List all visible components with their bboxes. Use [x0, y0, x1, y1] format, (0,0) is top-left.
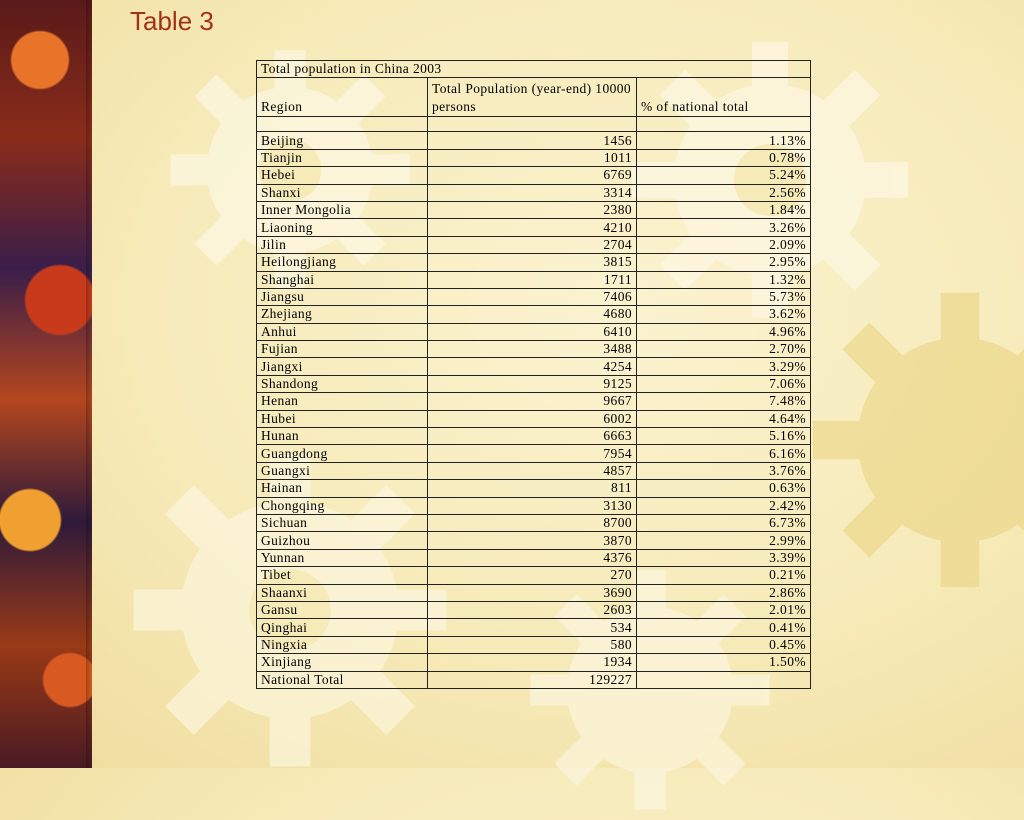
population-cell: 7406	[428, 288, 637, 305]
percent-cell: 5.73%	[637, 288, 811, 305]
slide-title: Table 3	[130, 6, 214, 36]
table-row	[257, 341, 811, 358]
percent-cell: 4.96%	[637, 323, 811, 340]
population-cell: 7954	[428, 445, 637, 462]
region-cell: Inner Mongolia	[257, 201, 428, 218]
table-row	[257, 549, 811, 566]
population-cell: 2603	[428, 601, 637, 618]
region-cell: Henan	[257, 393, 428, 410]
percent-cell: 2.09%	[637, 236, 811, 253]
region-cell: National Total	[257, 671, 428, 688]
table-row	[257, 497, 811, 514]
percent-cell: 1.32%	[637, 271, 811, 288]
gear-icon	[800, 280, 1024, 600]
percent-cell: 3.39%	[637, 549, 811, 566]
percent-cell: 6.73%	[637, 514, 811, 531]
percent-cell: 3.62%	[637, 306, 811, 323]
table-row	[257, 410, 811, 427]
table-row	[257, 306, 811, 323]
percent-cell: 2.01%	[637, 601, 811, 618]
region-cell: Jiangxi	[257, 358, 428, 375]
population-cell: 2380	[428, 201, 637, 218]
header-percent: % of national total	[637, 78, 811, 117]
population-cell: 2704	[428, 236, 637, 253]
table-row	[257, 428, 811, 445]
table-row	[257, 567, 811, 584]
table-row	[257, 323, 811, 340]
region-cell: Guangxi	[257, 462, 428, 479]
region-cell: Gansu	[257, 601, 428, 618]
region-cell: Guangdong	[257, 445, 428, 462]
population-cell: 3130	[428, 497, 637, 514]
population-cell: 811	[428, 480, 637, 497]
population-cell: 129227	[428, 671, 637, 688]
population-cell: 3815	[428, 254, 637, 271]
percent-cell: 0.41%	[637, 619, 811, 636]
table-row	[257, 584, 811, 601]
region-cell: Xinjiang	[257, 654, 428, 671]
table-row	[257, 132, 811, 149]
table-row	[257, 149, 811, 166]
percent-cell: 5.16%	[637, 428, 811, 445]
percent-cell: 1.13%	[637, 132, 811, 149]
percent-cell: 3.26%	[637, 219, 811, 236]
population-cell: 3870	[428, 532, 637, 549]
percent-cell: 7.48%	[637, 393, 811, 410]
percent-cell: 2.86%	[637, 584, 811, 601]
percent-cell: 6.16%	[637, 445, 811, 462]
decorative-left-strip	[0, 0, 92, 768]
population-cell: 534	[428, 619, 637, 636]
table-row	[257, 219, 811, 236]
table-total-row	[257, 671, 811, 688]
region-cell: Tibet	[257, 567, 428, 584]
table-caption-row	[257, 61, 811, 78]
region-cell: Jiangsu	[257, 288, 428, 305]
population-cell: 270	[428, 567, 637, 584]
region-cell: Qinghai	[257, 619, 428, 636]
table-row	[257, 636, 811, 653]
percent-cell: 1.50%	[637, 654, 811, 671]
population-cell: 3314	[428, 184, 637, 201]
percent-cell: 4.64%	[637, 410, 811, 427]
region-cell: Shanxi	[257, 184, 428, 201]
population-cell: 3488	[428, 341, 637, 358]
region-cell: Shandong	[257, 375, 428, 392]
table-row	[257, 601, 811, 618]
table-row	[257, 393, 811, 410]
table-caption: Total population in China 2003	[257, 61, 811, 78]
percent-cell: 2.56%	[637, 184, 811, 201]
population-cell: 6663	[428, 428, 637, 445]
region-cell: Jilin	[257, 236, 428, 253]
population-cell: 9667	[428, 393, 637, 410]
population-cell: 1934	[428, 654, 637, 671]
population-cell: 8700	[428, 514, 637, 531]
percent-cell: 3.76%	[637, 462, 811, 479]
percent-cell: 0.63%	[637, 480, 811, 497]
population-cell: 4857	[428, 462, 637, 479]
population-cell: 6002	[428, 410, 637, 427]
table-row	[257, 184, 811, 201]
header-region: Region	[257, 78, 428, 117]
table-row	[257, 445, 811, 462]
population-cell: 4254	[428, 358, 637, 375]
table-spacer-row	[257, 117, 811, 132]
region-cell: Guizhou	[257, 532, 428, 549]
percent-cell: 0.78%	[637, 149, 811, 166]
population-cell: 9125	[428, 375, 637, 392]
region-cell: Sichuan	[257, 514, 428, 531]
percent-cell: 2.70%	[637, 341, 811, 358]
table-row	[257, 236, 811, 253]
table-row	[257, 619, 811, 636]
table-row	[257, 462, 811, 479]
percent-cell: 1.84%	[637, 201, 811, 218]
percent-cell: 2.99%	[637, 532, 811, 549]
table-row	[257, 358, 811, 375]
region-cell: Hubei	[257, 410, 428, 427]
table-header-row	[257, 78, 811, 117]
population-cell: 3690	[428, 584, 637, 601]
population-cell: 4680	[428, 306, 637, 323]
region-cell: Heilongjiang	[257, 254, 428, 271]
region-cell: Chongqing	[257, 497, 428, 514]
header-population: Total Population (year-end) 10000 persons	[428, 78, 637, 117]
table-row	[257, 480, 811, 497]
population-cell: 1711	[428, 271, 637, 288]
region-cell: Hunan	[257, 428, 428, 445]
population-cell: 1456	[428, 132, 637, 149]
region-cell: Tianjin	[257, 149, 428, 166]
table-row	[257, 201, 811, 218]
table-row	[257, 532, 811, 549]
region-cell: Shanghai	[257, 271, 428, 288]
table-row	[257, 271, 811, 288]
region-cell: Shaanxi	[257, 584, 428, 601]
population-cell: 580	[428, 636, 637, 653]
population-cell: 4210	[428, 219, 637, 236]
table-row	[257, 288, 811, 305]
population-cell: 1011	[428, 149, 637, 166]
region-cell: Ningxia	[257, 636, 428, 653]
table-row	[257, 254, 811, 271]
percent-cell	[637, 671, 811, 688]
region-cell: Yunnan	[257, 549, 428, 566]
percent-cell: 2.95%	[637, 254, 811, 271]
region-cell: Zhejiang	[257, 306, 428, 323]
percent-cell: 3.29%	[637, 358, 811, 375]
percent-cell: 2.42%	[637, 497, 811, 514]
table-row	[257, 375, 811, 392]
percent-cell: 0.21%	[637, 567, 811, 584]
table-row	[257, 654, 811, 671]
population-cell: 6410	[428, 323, 637, 340]
region-cell: Hebei	[257, 167, 428, 184]
region-cell: Hainan	[257, 480, 428, 497]
population-table	[256, 60, 811, 689]
region-cell: Fujian	[257, 341, 428, 358]
population-cell: 6769	[428, 167, 637, 184]
region-cell: Anhui	[257, 323, 428, 340]
table-row	[257, 167, 811, 184]
table-row	[257, 514, 811, 531]
population-cell: 4376	[428, 549, 637, 566]
percent-cell: 7.06%	[637, 375, 811, 392]
region-cell: Liaoning	[257, 219, 428, 236]
region-cell: Beijing	[257, 132, 428, 149]
percent-cell: 0.45%	[637, 636, 811, 653]
percent-cell: 5.24%	[637, 167, 811, 184]
